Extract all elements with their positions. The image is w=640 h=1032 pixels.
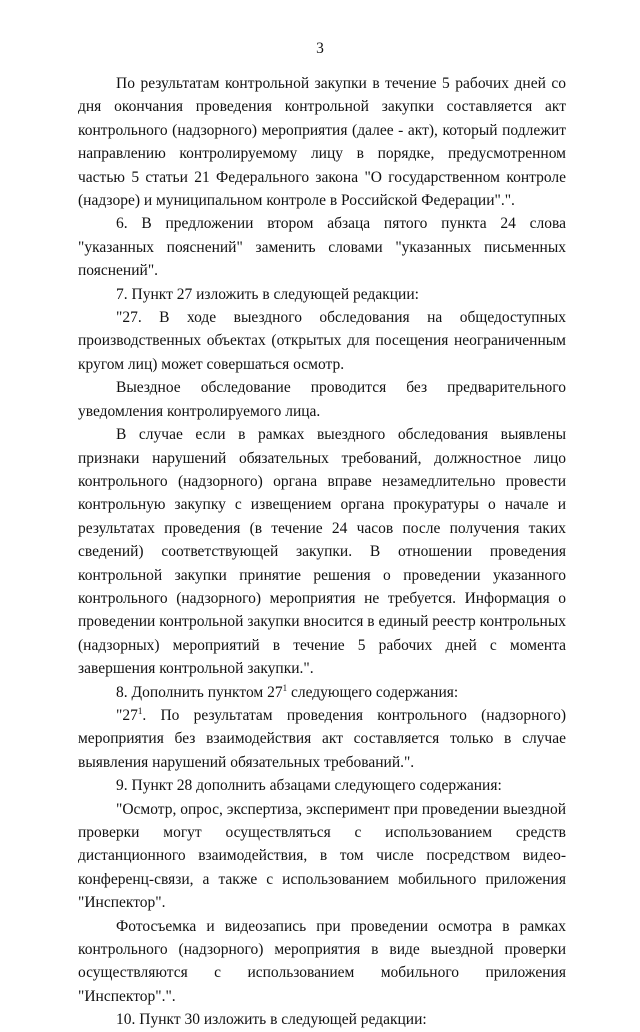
paragraph-photo-video: Фотосъемка и видеозапись при проведении осмотра в рамках контрольного (надзорного) мероприятия в виде выездной проверки осуществляются с использованием мобильного приложения "Инспектор".". xyxy=(78,917,566,1005)
item8-before: 8. Дополнить пунктом 27 xyxy=(116,683,283,701)
clause-27-1-after: . По результатам проведения контрольного (надзорного) мероприятия без взаимодействия акт составляется только в случае выявления нарушений обязательных требований.". xyxy=(78,706,566,771)
paragraph-field-survey: Выездное обследование проводится без предварительного уведомления контролируемого лица. xyxy=(78,379,566,420)
paragraph-violations: В случае если в рамках выездного обследования выявлены признаки нарушений обязательных требований, должностное лицо контрольного (надзорного) органа вправе незамедлительно провести контрольную закупку с извещением органа прокуратуры о начале и результатах проведения (в течение 24 часов после получения таких сведений) соответствующей закупки. В отношении проведения контрольной закупки принятие решения о проведении указанного контрольного (надзорного) мероприятия не требуется. Информация о проведении контрольной закупки вносится в единый реестр контрольных (надзорных) мероприятий в течение 5 рабочих дней с момента завершения контрольной закупки.". xyxy=(78,426,566,678)
clause-27-1-superscript: 1 xyxy=(137,705,143,716)
item8-superscript: 1 xyxy=(282,682,288,693)
clause-27-1-before: "27 xyxy=(116,706,138,724)
page-number: 3 xyxy=(316,40,324,57)
document-body xyxy=(78,72,566,1032)
paragraph-item-6: 6. В предложении втором абзаца пятого пункта 24 слова "указанных пояснений" заменить словами "указанных письменных пояснений". xyxy=(78,215,566,280)
paragraph-remote-inspection: "Осмотр, опрос, экспертиза, эксперимент при проведении выездной проверки могут осуществляться с использованием средств дистанционного взаимодействия, в том числе посредством видео-конференц-связи, а также с использованием мобильного приложения "Инспектор". xyxy=(78,800,566,912)
paragraph-clause-27: "27. В ходе выездного обследования на общедоступных производственных объектах (открытых для посещения неограниченным кругом лиц) может совершаться осмотр. xyxy=(78,309,566,373)
paragraph-clause-27-1 xyxy=(78,704,566,774)
item8-after: следующего содержания: xyxy=(287,683,459,701)
paragraph-item-8 xyxy=(78,681,566,704)
paragraph-item-9: 9. Пункт 28 дополнить абзацами следующего содержания: xyxy=(116,777,502,795)
paragraph-item-10: 10. Пункт 30 изложить в следующей редакции: xyxy=(116,1011,427,1029)
paragraph-item-7: 7. Пункт 27 изложить в следующей редакции: xyxy=(116,285,419,303)
paragraph-control-purchase-act: По результатам контрольной закупки в течение 5 рабочих дней со дня окончания проведения контрольной закупки составляется акт контрольного (надзорного) мероприятия (далее - акт), который подлежит направлению контролируемому лицу в порядке, предусмотренном частью 5 статьи 21 Федерального закона "О государственном контроле (надзоре) и муниципальном контроле в Российской Федерации".". xyxy=(78,75,566,210)
